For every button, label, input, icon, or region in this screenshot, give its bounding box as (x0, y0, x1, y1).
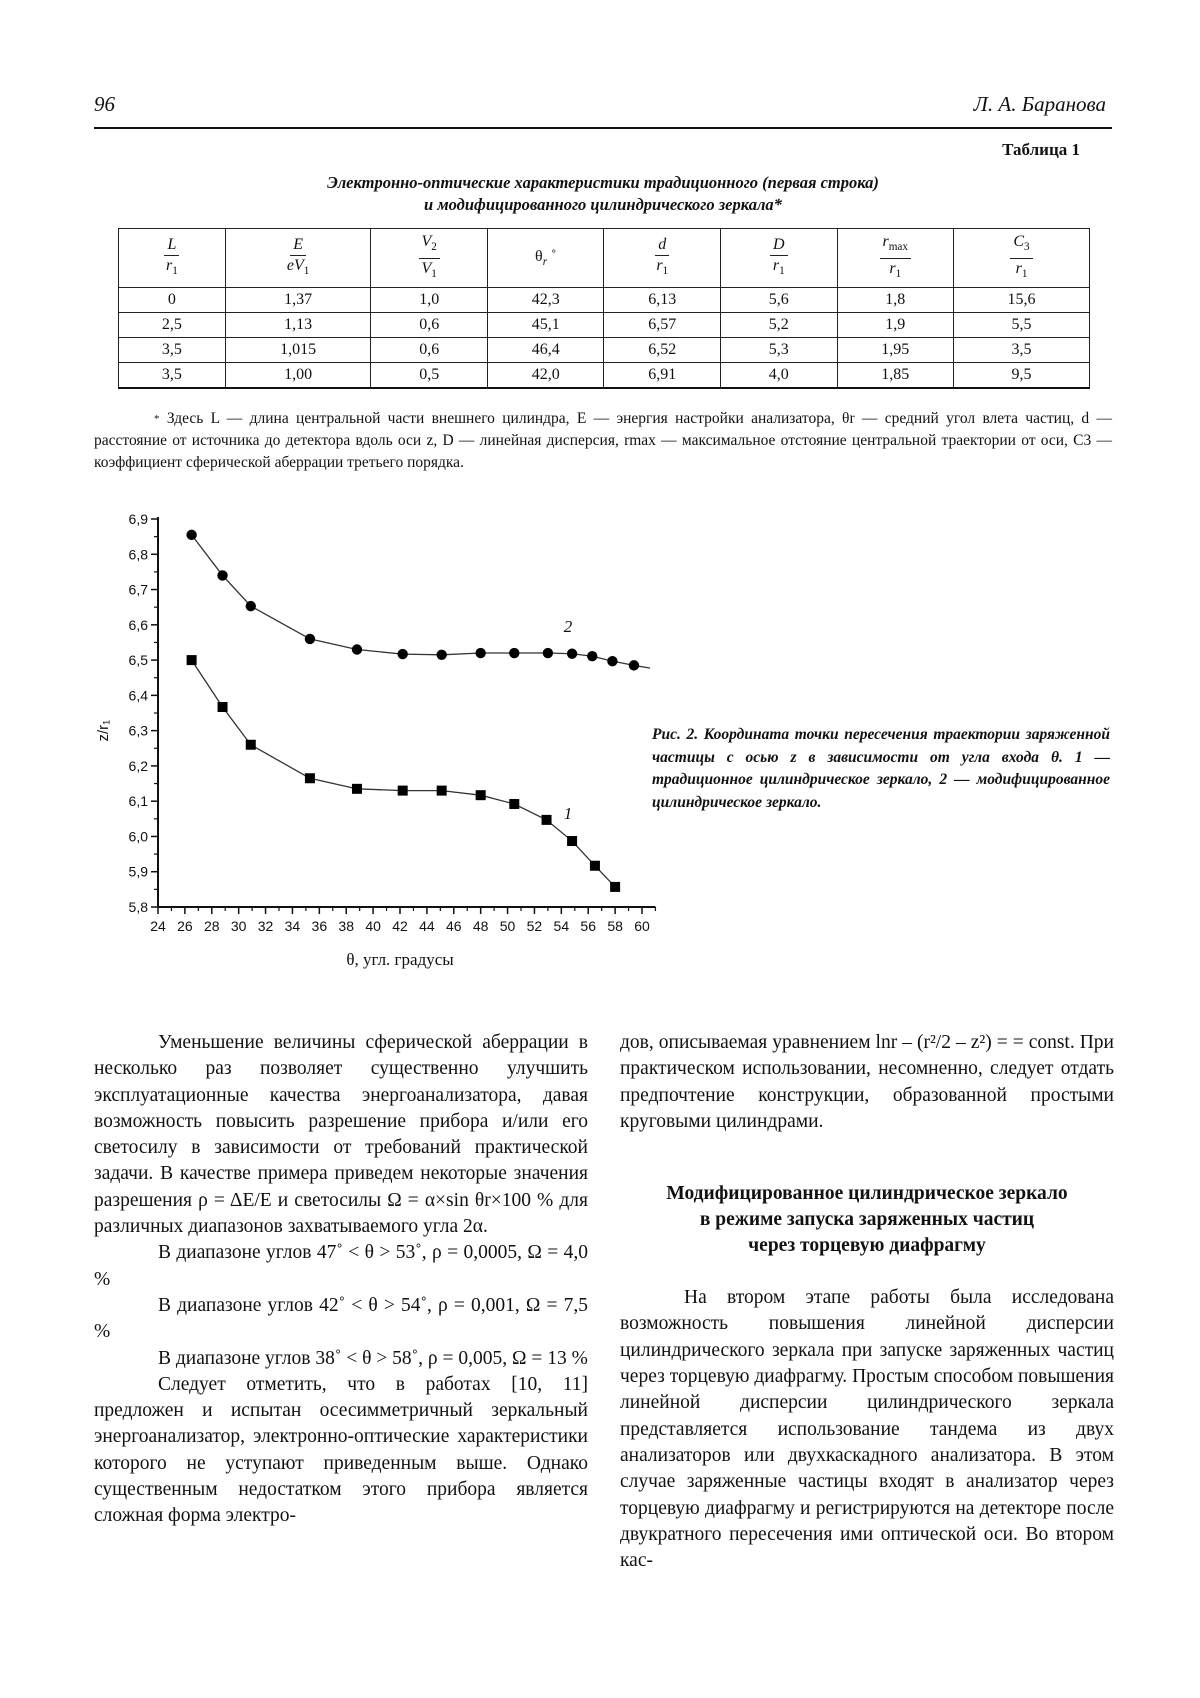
square-marker-icon (567, 836, 577, 846)
table-cell: 1,13 (225, 313, 371, 338)
square-marker-icon (509, 799, 519, 809)
table-cell: 1,37 (225, 288, 371, 313)
col-header-C3: $\frac{C_3}{r_1}$ (954, 229, 1090, 288)
table-cell: 6,57 (604, 313, 721, 338)
y-tick-label: 6,6 (128, 616, 148, 633)
series-2-line (192, 535, 656, 669)
line-chart (90, 510, 670, 980)
table-footnote (94, 408, 1112, 474)
y-tick-label: 6,1 (128, 793, 148, 810)
table-cell: 4,0 (720, 363, 837, 389)
table-cell: 3,5 (119, 363, 226, 389)
table-cell: 6,52 (604, 338, 721, 363)
circle-marker-icon (475, 648, 485, 658)
frac-num: L (164, 235, 179, 256)
figure-2-chart (90, 510, 670, 980)
square-marker-icon (246, 740, 256, 750)
table-cell: 6,13 (604, 288, 721, 313)
y-tick-label: 6,8 (128, 546, 148, 563)
x-tick-label: 40 (365, 918, 381, 934)
table-header-row (119, 229, 1090, 288)
y-tick-label: 6,0 (128, 828, 148, 845)
characteristics-table (118, 228, 1090, 389)
x-tick-label: 30 (230, 918, 247, 934)
x-tick-label: 44 (419, 918, 435, 934)
table-caption-line1: Электронно-оптические характеристики традиционного (первая строка) (327, 173, 879, 192)
table-cell: 42,0 (487, 363, 604, 389)
table-cell: 1,8 (837, 288, 954, 313)
circle-marker-icon (607, 656, 617, 666)
x-tick-label: 26 (177, 918, 193, 934)
table-cell: 1,85 (837, 363, 954, 389)
series-annotation: 2 (563, 616, 573, 636)
col-header-V2: $\frac{V_2}{V_1}$ (371, 229, 488, 288)
series-annotation: 1 (563, 803, 573, 823)
table-cell: 9,5 (954, 363, 1090, 389)
y-tick-label: 6,9 (128, 511, 148, 527)
table-cell: 0,5 (371, 363, 488, 389)
y-axis-label: z/r₁ (95, 719, 112, 742)
paragraph: На втором этапе работы была исследована возможность повышения линейной дисперсии цилиндрического зеркала при запуске заряженных частиц через торцевую диафрагму. Простым способом повышения линейной дисперсии цилиндрического зеркала представляется использование тандема из двух анализаторов или двухкаскадного анализатора. В этом случае заряженные частицы входят в анализатор через торцевую диафрагму и регистрируются на детекторе после двукратного пересечения ими оптической оси. Во втором кас- (620, 1287, 1114, 1572)
circle-marker-icon (567, 649, 577, 659)
circle-marker-icon (246, 601, 256, 611)
header-rule (94, 127, 1112, 129)
square-marker-icon (218, 702, 228, 712)
running-author: Л. А. Баранова (973, 92, 1106, 116)
x-tick-label: 60 (634, 918, 650, 934)
square-marker-icon (590, 861, 600, 871)
square-marker-icon (437, 786, 447, 796)
circle-marker-icon (650, 664, 660, 674)
table-cell: 2,5 (119, 313, 226, 338)
x-tick-label: 42 (392, 918, 408, 934)
col-header-D: $\frac{D}{r_1}$ (720, 229, 837, 288)
frac-den: $r_1$ (165, 256, 178, 278)
table-cell: 46,4 (487, 338, 604, 363)
table-cell: 0,6 (371, 313, 488, 338)
table-cell: 15,6 (954, 288, 1090, 313)
square-marker-icon (398, 786, 408, 796)
table-cell: 5,5 (954, 313, 1090, 338)
circle-marker-icon (509, 648, 519, 658)
square-marker-icon (610, 882, 620, 892)
body-column-right (620, 1030, 1114, 1574)
footnote-marker: * (154, 413, 160, 425)
square-marker-icon (187, 655, 197, 665)
section-title-line: в режиме запуска заряженных частиц (699, 1209, 1035, 1231)
col-header-theta: $\theta_r$ ˚ (487, 229, 604, 288)
section-title-line: Модифицированное цилиндрическое зеркало (666, 1183, 1068, 1205)
y-tick-label: 6,4 (128, 687, 148, 704)
x-tick-label: 36 (311, 918, 328, 934)
footnote-text: Здесь L — длина центральной части внешнего цилиндра, E — энергия настройки анализатора, θr — средний угол влета частиц, d — расстояние от источника до детектора вдоль оси z, D — линейная дисперсия, rmax — максимальное отстояние центральной траектории от оси, C3 — коэффициент сферической аберрации третьего порядка. (94, 410, 1112, 471)
table-cell: 5,2 (720, 313, 837, 338)
section-title-line: через торцевую диафрагму (748, 1235, 986, 1257)
circle-marker-icon (397, 649, 407, 659)
square-marker-icon (542, 815, 552, 825)
paragraph: Следует отметить, что в работах [10, 11] предложен и испытан осесимметричный зеркальный энергоанализатор, электронно-оптические характеристики которого не уступают приведенным выше. Однако существенным недостатком этого прибора является сложная форма электро- (94, 1373, 588, 1527)
table-cell: 1,0 (371, 288, 488, 313)
table-cell: 6,91 (604, 363, 721, 389)
col-header-rmax: $\frac{r_{max}}{r_1}$ (837, 229, 954, 288)
plot-area (186, 530, 660, 892)
y-tick-label: 6,5 (128, 652, 148, 669)
x-tick-label: 38 (338, 918, 355, 934)
y-tick-label: 6,2 (128, 757, 148, 774)
series-1-line (192, 660, 615, 887)
paragraph: В диапазоне углов 38˚ < θ > 58˚, ρ = 0,005, Ω = 13 % (158, 1347, 588, 1369)
col-header-d: $\frac{d}{r_1}$ (604, 229, 721, 288)
square-marker-icon (305, 773, 315, 783)
table-caption-line2: и модифицированного цилиндрического зеркала* (424, 195, 782, 214)
x-axis-label: θ, угл. градусы (346, 950, 454, 969)
x-tick-label: 52 (526, 918, 543, 934)
page-number: 96 (94, 92, 115, 116)
x-tick-label: 46 (445, 918, 462, 934)
table-caption (94, 172, 1112, 216)
table-cell: 1,9 (837, 313, 954, 338)
section-title (620, 1181, 1114, 1259)
x-tick-label: 58 (607, 918, 623, 934)
body-column-left (94, 1030, 588, 1530)
x-tick-label: 32 (257, 918, 274, 934)
x-tick-label: 50 (499, 918, 516, 934)
table-cell: 1,00 (225, 363, 371, 389)
circle-marker-icon (629, 660, 639, 670)
paragraph: дов, описываемая уравнением lnr – (r²/2 – z²) = = const. При практическом использовании, несомненно, следует отдать предпочтение конструкции, образованной простыми круговыми цилиндрами. (620, 1032, 1114, 1132)
y-tick-label: 5,8 (128, 899, 148, 915)
x-tick-label: 28 (203, 918, 220, 934)
square-marker-icon (476, 790, 486, 800)
x-tick-label: 48 (472, 918, 489, 934)
x-tick-label: 34 (284, 918, 301, 934)
table-row (119, 288, 1090, 313)
circle-marker-icon (587, 651, 597, 661)
table-label: Таблица 1 (1002, 140, 1080, 159)
table-cell: 0 (119, 288, 226, 313)
y-tick-label: 6,3 (128, 722, 148, 739)
table-cell: 0,6 (371, 338, 488, 363)
circle-marker-icon (352, 644, 362, 654)
circle-marker-icon (217, 570, 227, 580)
paragraph: В диапазоне углов 47˚ < θ > 53˚, ρ = 0,0005, Ω = 4,0 % (94, 1242, 588, 1290)
y-tick-label: 5,9 (128, 863, 148, 880)
running-header (94, 92, 1106, 120)
col-header-L (119, 229, 226, 288)
y-tick-label: 6,7 (128, 581, 148, 598)
circle-marker-icon (436, 650, 446, 660)
table-cell: 3,5 (954, 338, 1090, 363)
table-row (119, 363, 1090, 389)
square-marker-icon (352, 784, 362, 794)
circle-marker-icon (543, 648, 553, 658)
figure-caption: Рис. 2. Координата точки пересечения траектории заряженной частицы с осью z в зависимости от угла входа θ. 1 — традиционное цилиндрическое зеркало, 2 — модифицированное цилиндрическое зеркало. (652, 726, 1110, 811)
circle-marker-icon (305, 634, 315, 644)
x-tick-label: 24 (150, 918, 166, 934)
x-tick-label: 54 (553, 918, 570, 934)
table-cell: 5,3 (720, 338, 837, 363)
table-row (119, 313, 1090, 338)
col-header-E: $\frac{E}{eV_1}$ (225, 229, 371, 288)
circle-marker-icon (186, 530, 196, 540)
table-cell: 45,1 (487, 313, 604, 338)
x-tick-label: 56 (580, 918, 597, 934)
table-cell: 1,95 (837, 338, 954, 363)
paragraph: В диапазоне углов 42˚ < θ > 54˚, ρ = 0,001, Ω = 7,5 % (94, 1294, 588, 1343)
paragraph: Уменьшение величины сферической аберрации в несколько раз позволяет существенно улучшить эксплуатационные качества энергоанализатора, давая возможность повысить разрешение прибора и/или его светосилу в зависимости от требований практической задачи. В качестве примера приведем некоторые значения разрешения ρ = ΔE/E и светосилы Ω = α×sin θr×100 % для различных диапазонов захватываемого угла 2α. (94, 1032, 588, 1238)
table-row (119, 338, 1090, 363)
table-cell: 42,3 (487, 288, 604, 313)
table-cell: 1,015 (225, 338, 371, 363)
table-cell: 3,5 (119, 338, 226, 363)
table-cell: 5,6 (720, 288, 837, 313)
